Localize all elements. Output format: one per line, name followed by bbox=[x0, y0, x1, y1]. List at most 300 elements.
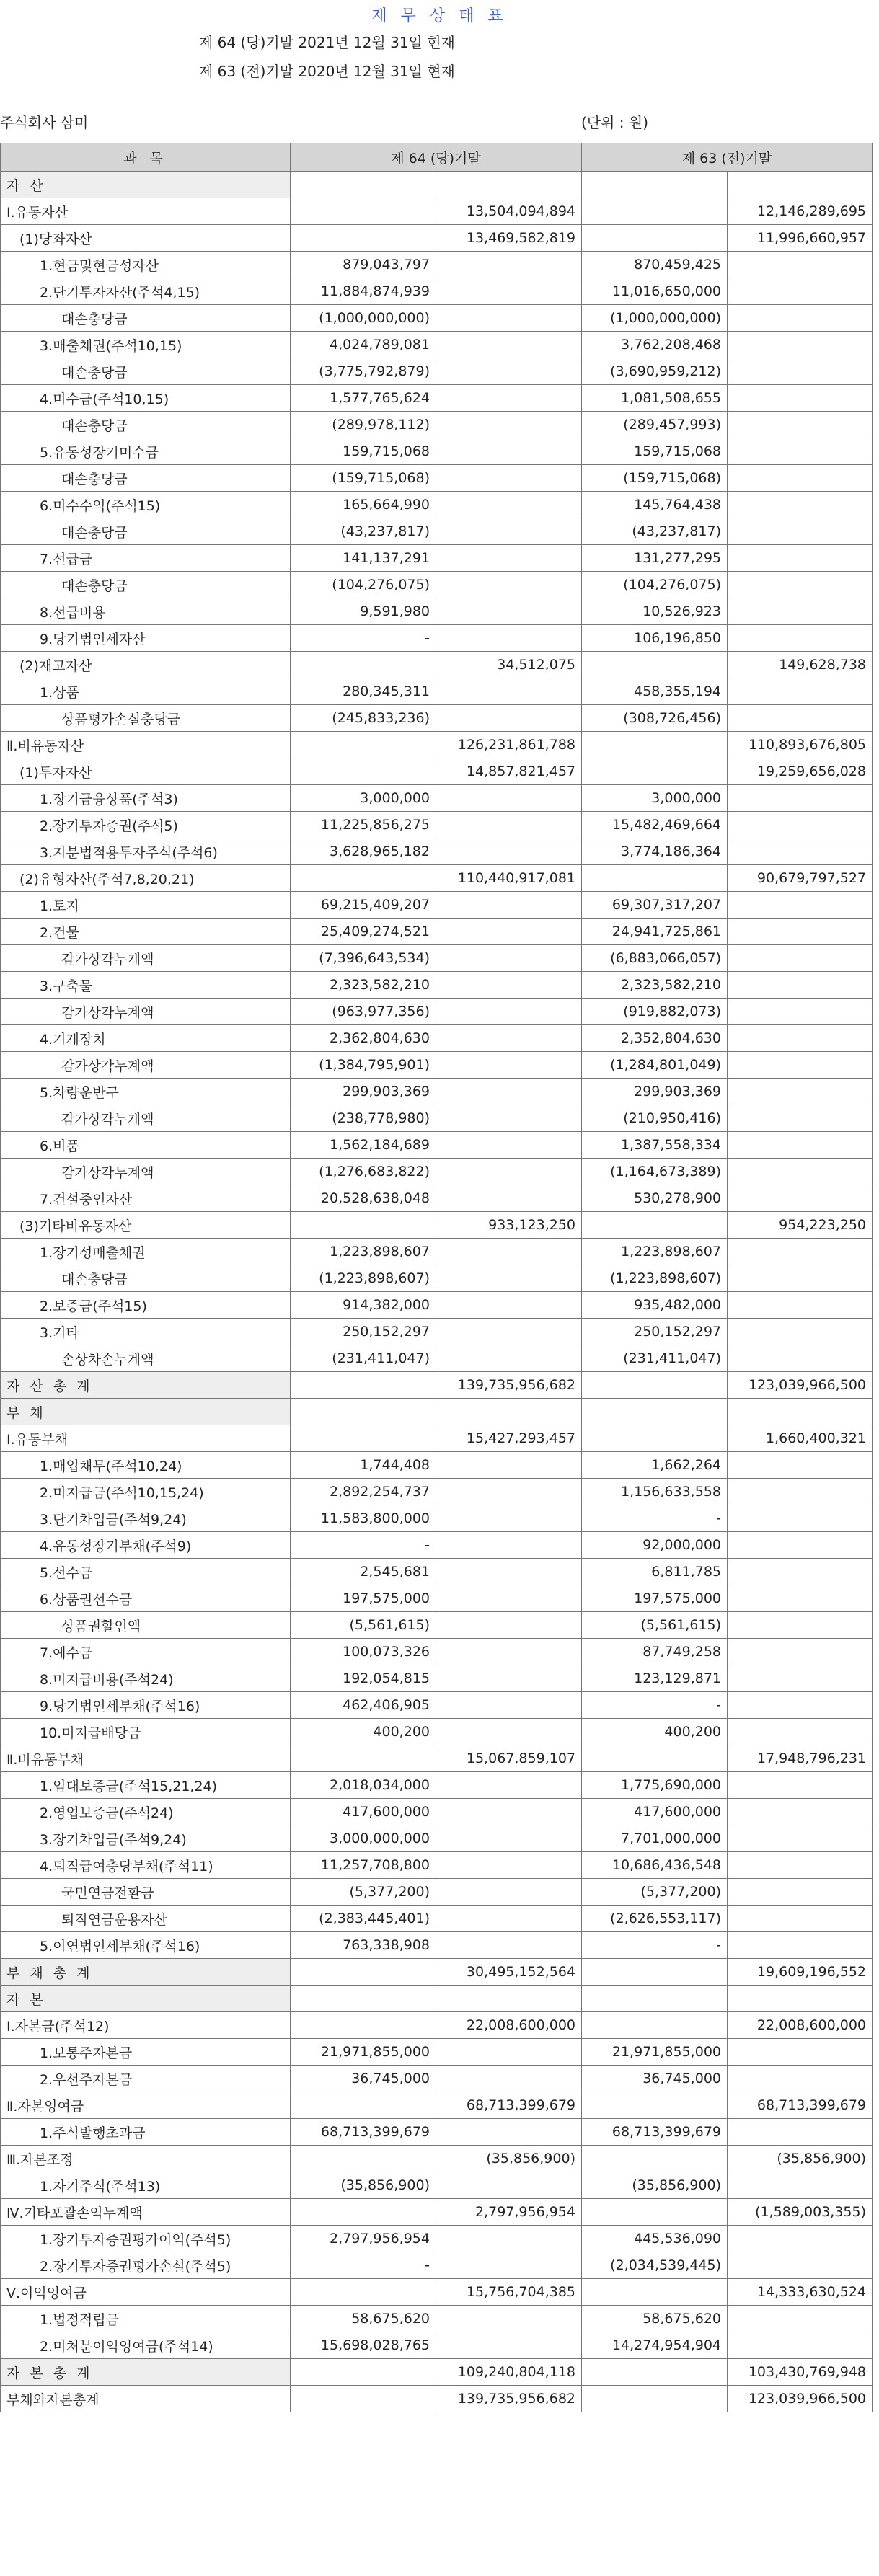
current-detail-cell: 11,225,856,275 bbox=[291, 812, 436, 838]
current-total-cell bbox=[436, 1292, 582, 1319]
account-cell: 1.장기금융상품(주석3) bbox=[1, 785, 291, 812]
prior-detail-cell: 299,903,369 bbox=[582, 1079, 728, 1105]
account-cell: (3)기타비유동자산 bbox=[1, 1212, 291, 1239]
account-cell: 5.이연법인세부채(주석16) bbox=[1, 1932, 291, 1959]
current-detail-cell: 250,152,297 bbox=[291, 1319, 436, 1345]
account-cell: 1.임대보증금(주석15,21,24) bbox=[1, 1772, 291, 1799]
account-cell: 감가상각누계액 bbox=[1, 999, 291, 1025]
account-cell: 6.미수수익(주석15) bbox=[1, 492, 291, 518]
current-total-cell: 15,756,704,385 bbox=[436, 2279, 582, 2306]
current-total-cell bbox=[436, 1025, 582, 1052]
current-detail-cell: - bbox=[291, 2252, 436, 2279]
current-total-cell bbox=[436, 1719, 582, 1745]
current-detail-cell bbox=[291, 225, 436, 252]
current-detail-cell: 1,562,184,689 bbox=[291, 1132, 436, 1159]
current-detail-cell: (3,775,792,879) bbox=[291, 358, 436, 385]
prior-total-cell bbox=[728, 385, 873, 412]
table-row bbox=[1, 2066, 873, 2092]
prior-detail-cell: 3,774,186,364 bbox=[582, 838, 728, 865]
table-row bbox=[1, 598, 873, 625]
prior-total-cell bbox=[728, 1265, 873, 1292]
account-cell: 1.장기성매출채권 bbox=[1, 1239, 291, 1265]
current-total-cell bbox=[436, 518, 582, 545]
table-row bbox=[1, 1239, 873, 1265]
current-detail-cell: 3,000,000 bbox=[291, 785, 436, 812]
prior-detail-cell: 131,277,295 bbox=[582, 545, 728, 572]
prior-detail-cell: 145,764,438 bbox=[582, 492, 728, 518]
prior-total-cell: (35,856,900) bbox=[728, 2146, 873, 2172]
table-row bbox=[1, 412, 873, 438]
prior-total-cell: 110,893,676,805 bbox=[728, 732, 873, 758]
current-total-cell bbox=[436, 2039, 582, 2066]
current-total-cell bbox=[436, 945, 582, 972]
current-detail-cell: 2,892,254,737 bbox=[291, 1479, 436, 1505]
account-cell: 2.장기투자증권(주석5) bbox=[1, 812, 291, 838]
current-total-cell bbox=[436, 252, 582, 278]
account-cell: 2.보증금(주석15) bbox=[1, 1292, 291, 1319]
account-cell: 6.비품 bbox=[1, 1132, 291, 1159]
prior-total-cell bbox=[728, 1505, 873, 1532]
header-account: 과 목 bbox=[1, 143, 291, 172]
current-total-cell bbox=[436, 1185, 582, 1212]
account-cell: 상품평가손실충당금 bbox=[1, 705, 291, 732]
current-total-cell bbox=[436, 1932, 582, 1959]
prior-total-cell bbox=[728, 1479, 873, 1505]
prior-total-cell bbox=[728, 2226, 873, 2252]
account-cell: 5.선수금 bbox=[1, 1559, 291, 1585]
prior-detail-cell: (159,715,068) bbox=[582, 465, 728, 492]
prior-total-cell bbox=[728, 518, 873, 545]
prior-total-cell bbox=[728, 1719, 873, 1745]
current-detail-cell: 192,054,815 bbox=[291, 1665, 436, 1692]
table-row bbox=[1, 812, 873, 838]
current-detail-cell bbox=[291, 758, 436, 785]
table-row bbox=[1, 2306, 873, 2332]
current-total-cell bbox=[436, 358, 582, 385]
current-total-cell: 2,797,956,954 bbox=[436, 2199, 582, 2226]
account-cell: 자 산 bbox=[1, 172, 291, 198]
current-detail-cell: (5,377,200) bbox=[291, 1879, 436, 1906]
current-detail-cell: (159,715,068) bbox=[291, 465, 436, 492]
prior-total-cell bbox=[728, 1825, 873, 1852]
table-row bbox=[1, 2386, 873, 2412]
prior-detail-cell: 68,713,399,679 bbox=[582, 2119, 728, 2146]
account-cell: 자 본 bbox=[1, 1986, 291, 2012]
current-detail-cell: 763,338,908 bbox=[291, 1932, 436, 1959]
table-row bbox=[1, 785, 873, 812]
account-cell: 7.예수금 bbox=[1, 1639, 291, 1665]
current-total-cell: 933,123,250 bbox=[436, 1212, 582, 1239]
prior-total-cell bbox=[728, 812, 873, 838]
current-detail-cell: 280,345,311 bbox=[291, 678, 436, 705]
prior-total-cell bbox=[728, 2119, 873, 2146]
prior-detail-cell: 15,482,469,664 bbox=[582, 812, 728, 838]
account-cell: 손상차손누계액 bbox=[1, 1345, 291, 1372]
prior-detail-cell bbox=[582, 1372, 728, 1399]
prior-detail-cell: (2,034,539,445) bbox=[582, 2252, 728, 2279]
table-row bbox=[1, 1825, 873, 1852]
prior-detail-cell bbox=[582, 225, 728, 252]
account-cell: 1.법정적립금 bbox=[1, 2306, 291, 2332]
table-header-row bbox=[1, 143, 873, 172]
current-detail-cell: (1,276,683,822) bbox=[291, 1159, 436, 1185]
prior-total-cell bbox=[728, 412, 873, 438]
prior-total-cell: 90,679,797,527 bbox=[728, 865, 873, 892]
prior-total-cell bbox=[728, 252, 873, 278]
table-row bbox=[1, 1212, 873, 1239]
current-total-cell bbox=[436, 1319, 582, 1345]
current-detail-cell: 68,713,399,679 bbox=[291, 2119, 436, 2146]
prior-total-cell bbox=[728, 1559, 873, 1585]
current-detail-cell: 4,024,789,081 bbox=[291, 332, 436, 358]
current-period-line: 제 64 (당)기말 2021년 12월 31일 현재 bbox=[199, 34, 455, 51]
prior-total-cell: 123,039,966,500 bbox=[728, 2386, 873, 2412]
prior-total-cell bbox=[728, 1986, 873, 2012]
prior-total-cell bbox=[728, 625, 873, 652]
current-total-cell bbox=[436, 1505, 582, 1532]
prior-detail-cell: 10,686,436,548 bbox=[582, 1852, 728, 1879]
prior-total-cell bbox=[728, 305, 873, 332]
table-row bbox=[1, 838, 873, 865]
prior-detail-cell: 58,675,620 bbox=[582, 2306, 728, 2332]
current-detail-cell: - bbox=[291, 1532, 436, 1559]
current-total-cell: 34,512,075 bbox=[436, 652, 582, 678]
current-total-cell bbox=[436, 385, 582, 412]
prior-detail-cell: 935,482,000 bbox=[582, 1292, 728, 1319]
prior-detail-cell: - bbox=[582, 1692, 728, 1719]
table-row bbox=[1, 1505, 873, 1532]
table-row bbox=[1, 1079, 873, 1105]
prior-detail-cell: 458,355,194 bbox=[582, 678, 728, 705]
prior-detail-cell bbox=[582, 732, 728, 758]
current-total-cell bbox=[436, 1479, 582, 1505]
table-row bbox=[1, 1052, 873, 1079]
table-row bbox=[1, 358, 873, 385]
account-cell: 2.영업보증금(주석24) bbox=[1, 1799, 291, 1825]
current-total-cell: 110,440,917,081 bbox=[436, 865, 582, 892]
prior-period-line: 제 63 (전)기말 2020년 12월 31일 현재 bbox=[199, 63, 455, 80]
current-total-cell bbox=[436, 1692, 582, 1719]
table-row bbox=[1, 332, 873, 358]
current-detail-cell: 417,600,000 bbox=[291, 1799, 436, 1825]
prior-total-cell bbox=[728, 1319, 873, 1345]
prior-detail-cell: 1,662,264 bbox=[582, 1452, 728, 1479]
prior-detail-cell bbox=[582, 865, 728, 892]
current-detail-cell: (5,561,615) bbox=[291, 1612, 436, 1639]
prior-total-cell bbox=[728, 1799, 873, 1825]
account-cell: Ⅰ.유동부채 bbox=[1, 1425, 291, 1452]
current-detail-cell: (43,237,817) bbox=[291, 518, 436, 545]
table-row bbox=[1, 225, 873, 252]
account-cell: 3.지분법적용투자주식(주석6) bbox=[1, 838, 291, 865]
prior-detail-cell: 87,749,258 bbox=[582, 1639, 728, 1665]
account-cell: 2.우선주자본금 bbox=[1, 2066, 291, 2092]
current-detail-cell: 914,382,000 bbox=[291, 1292, 436, 1319]
current-total-cell bbox=[436, 785, 582, 812]
unit-label: (단위 : 원) bbox=[581, 114, 649, 131]
table-row bbox=[1, 1425, 873, 1452]
prior-total-cell: 1,660,400,321 bbox=[728, 1425, 873, 1452]
prior-detail-cell: 123,129,871 bbox=[582, 1665, 728, 1692]
current-detail-cell: (35,856,900) bbox=[291, 2172, 436, 2199]
prior-detail-cell: (5,561,615) bbox=[582, 1612, 728, 1639]
current-total-cell bbox=[436, 1052, 582, 1079]
account-cell: 4.퇴직급여충당부채(주석11) bbox=[1, 1852, 291, 1879]
prior-detail-cell: - bbox=[582, 1932, 728, 1959]
current-total-cell: (35,856,900) bbox=[436, 2146, 582, 2172]
account-cell: 1.주식발행초과금 bbox=[1, 2119, 291, 2146]
current-detail-cell: (963,977,356) bbox=[291, 999, 436, 1025]
current-total-cell bbox=[436, 2172, 582, 2199]
current-total-cell bbox=[436, 1559, 582, 1585]
current-total-cell: 139,735,956,682 bbox=[436, 1372, 582, 1399]
account-cell: Ⅱ.비유동부채 bbox=[1, 1745, 291, 1772]
prior-detail-cell: (43,237,817) bbox=[582, 518, 728, 545]
table-row bbox=[1, 1559, 873, 1585]
account-cell: 대손충당금 bbox=[1, 1265, 291, 1292]
prior-detail-cell bbox=[582, 1745, 728, 1772]
table-row bbox=[1, 1452, 873, 1479]
current-total-cell: 14,857,821,457 bbox=[436, 758, 582, 785]
current-total-cell bbox=[436, 678, 582, 705]
prior-total-cell bbox=[728, 1852, 873, 1879]
current-detail-cell bbox=[291, 1745, 436, 1772]
current-detail-cell bbox=[291, 732, 436, 758]
table-row bbox=[1, 2012, 873, 2039]
current-total-cell bbox=[436, 1159, 582, 1185]
prior-total-cell: 17,948,796,231 bbox=[728, 1745, 873, 1772]
current-detail-cell: 20,528,638,048 bbox=[291, 1185, 436, 1212]
prior-detail-cell bbox=[582, 2386, 728, 2412]
table-row bbox=[1, 1159, 873, 1185]
prior-detail-cell: 417,600,000 bbox=[582, 1799, 728, 1825]
account-cell: 1.자기주식(주석13) bbox=[1, 2172, 291, 2199]
account-cell: 4.미수금(주석10,15) bbox=[1, 385, 291, 412]
table-row bbox=[1, 572, 873, 598]
prior-total-cell bbox=[728, 598, 873, 625]
account-cell: 부채와자본총계 bbox=[1, 2386, 291, 2412]
current-total-cell: 22,008,600,000 bbox=[436, 2012, 582, 2039]
account-cell: (2)재고자산 bbox=[1, 652, 291, 678]
table-row bbox=[1, 2092, 873, 2119]
prior-detail-cell: (104,276,075) bbox=[582, 572, 728, 598]
table-row bbox=[1, 1399, 873, 1425]
prior-total-cell bbox=[728, 2039, 873, 2066]
table-row bbox=[1, 545, 873, 572]
current-total-cell bbox=[436, 172, 582, 198]
current-total-cell bbox=[436, 332, 582, 358]
current-detail-cell: (7,396,643,534) bbox=[291, 945, 436, 972]
prior-total-cell bbox=[728, 1159, 873, 1185]
current-detail-cell: (1,223,898,607) bbox=[291, 1265, 436, 1292]
prior-detail-cell: 1,223,898,607 bbox=[582, 1239, 728, 1265]
prior-detail-cell: 7,701,000,000 bbox=[582, 1825, 728, 1852]
prior-total-cell bbox=[728, 1692, 873, 1719]
account-cell: 자 산 총 계 bbox=[1, 1372, 291, 1399]
prior-detail-cell bbox=[582, 652, 728, 678]
current-total-cell bbox=[436, 2306, 582, 2332]
table-row bbox=[1, 732, 873, 758]
table-row bbox=[1, 278, 873, 305]
prior-total-cell bbox=[728, 2172, 873, 2199]
current-detail-cell: 69,215,409,207 bbox=[291, 892, 436, 919]
table-row bbox=[1, 1372, 873, 1399]
current-total-cell bbox=[436, 545, 582, 572]
account-cell: 1.보통주자본금 bbox=[1, 2039, 291, 2066]
prior-detail-cell: (2,626,553,117) bbox=[582, 1906, 728, 1932]
account-cell: 대손충당금 bbox=[1, 412, 291, 438]
current-detail-cell: (231,411,047) bbox=[291, 1345, 436, 1372]
current-detail-cell: 1,744,408 bbox=[291, 1452, 436, 1479]
current-total-cell bbox=[436, 1532, 582, 1559]
table-row bbox=[1, 1932, 873, 1959]
prior-detail-cell: (1,284,801,049) bbox=[582, 1052, 728, 1079]
current-total-cell bbox=[436, 1879, 582, 1906]
prior-detail-cell bbox=[582, 2012, 728, 2039]
account-cell: (1)당좌자산 bbox=[1, 225, 291, 252]
table-row bbox=[1, 919, 873, 945]
account-cell: 4.유동성장기부채(주석9) bbox=[1, 1532, 291, 1559]
current-total-cell bbox=[436, 625, 582, 652]
account-cell: 감가상각누계액 bbox=[1, 1105, 291, 1132]
current-total-cell bbox=[436, 1772, 582, 1799]
current-detail-cell bbox=[291, 1399, 436, 1425]
account-cell: 2.단기투자자산(주석4,15) bbox=[1, 278, 291, 305]
current-total-cell bbox=[436, 919, 582, 945]
current-detail-cell bbox=[291, 2146, 436, 2172]
current-total-cell bbox=[436, 2119, 582, 2146]
prior-detail-cell: 6,811,785 bbox=[582, 1559, 728, 1585]
prior-detail-cell: 11,016,650,000 bbox=[582, 278, 728, 305]
table-row bbox=[1, 1105, 873, 1132]
account-cell: 감가상각누계액 bbox=[1, 1052, 291, 1079]
balance-sheet-table bbox=[0, 143, 873, 2412]
account-cell: 부 채 총 계 bbox=[1, 1959, 291, 1986]
table-row bbox=[1, 465, 873, 492]
account-cell: Ⅱ.비유동자산 bbox=[1, 732, 291, 758]
prior-detail-cell bbox=[582, 2146, 728, 2172]
current-total-cell bbox=[436, 1079, 582, 1105]
current-total-cell bbox=[436, 2252, 582, 2279]
current-total-cell bbox=[436, 838, 582, 865]
current-detail-cell: 2,323,582,210 bbox=[291, 972, 436, 999]
account-cell: 2.미처분이익잉여금(주석14) bbox=[1, 2332, 291, 2359]
prior-detail-cell: (5,377,200) bbox=[582, 1879, 728, 1906]
table-row bbox=[1, 1265, 873, 1292]
table-row bbox=[1, 1852, 873, 1879]
current-total-cell: 68,713,399,679 bbox=[436, 2092, 582, 2119]
prior-detail-cell bbox=[582, 2092, 728, 2119]
current-total-cell bbox=[436, 1265, 582, 1292]
account-cell: (2)유형자산(주석7,8,20,21) bbox=[1, 865, 291, 892]
prior-detail-cell bbox=[582, 1212, 728, 1239]
table-row bbox=[1, 1959, 873, 1986]
current-total-cell bbox=[436, 1639, 582, 1665]
table-row bbox=[1, 252, 873, 278]
current-detail-cell: 197,575,000 bbox=[291, 1585, 436, 1612]
account-cell: 1.매입채무(주석10,24) bbox=[1, 1452, 291, 1479]
table-row bbox=[1, 1185, 873, 1212]
current-total-cell bbox=[436, 1799, 582, 1825]
current-detail-cell bbox=[291, 1959, 436, 1986]
current-total-cell bbox=[436, 999, 582, 1025]
table-row bbox=[1, 999, 873, 1025]
account-cell: 상품권할인액 bbox=[1, 1612, 291, 1639]
table-row bbox=[1, 385, 873, 412]
header-current-period: 제 64 (당)기말 bbox=[291, 143, 582, 172]
prior-detail-cell: 1,081,508,655 bbox=[582, 385, 728, 412]
prior-detail-cell bbox=[582, 1425, 728, 1452]
account-cell: 9.당기법인세부채(주석16) bbox=[1, 1692, 291, 1719]
current-detail-cell: 36,745,000 bbox=[291, 2066, 436, 2092]
table-row bbox=[1, 492, 873, 518]
account-cell: 3.구축물 bbox=[1, 972, 291, 999]
current-detail-cell: (245,833,236) bbox=[291, 705, 436, 732]
table-row bbox=[1, 652, 873, 678]
prior-total-cell bbox=[728, 438, 873, 465]
prior-detail-cell: 3,762,208,468 bbox=[582, 332, 728, 358]
prior-detail-cell: 2,352,804,630 bbox=[582, 1025, 728, 1052]
prior-total-cell bbox=[728, 705, 873, 732]
table-row bbox=[1, 198, 873, 225]
table-row bbox=[1, 2119, 873, 2146]
current-detail-cell bbox=[291, 865, 436, 892]
table-row bbox=[1, 2332, 873, 2359]
account-cell: 자 본 총 계 bbox=[1, 2359, 291, 2386]
current-total-cell: 126,231,861,788 bbox=[436, 732, 582, 758]
table-row bbox=[1, 1906, 873, 1932]
prior-detail-cell: 1,156,633,558 bbox=[582, 1479, 728, 1505]
table-row bbox=[1, 865, 873, 892]
current-total-cell bbox=[436, 1665, 582, 1692]
current-detail-cell: 879,043,797 bbox=[291, 252, 436, 278]
table-row bbox=[1, 1292, 873, 1319]
table-row bbox=[1, 758, 873, 785]
prior-detail-cell bbox=[582, 758, 728, 785]
account-cell: 10.미지급배당금 bbox=[1, 1719, 291, 1745]
table-row bbox=[1, 892, 873, 919]
prior-detail-cell bbox=[582, 198, 728, 225]
current-detail-cell: 25,409,274,521 bbox=[291, 919, 436, 945]
prior-detail-cell: 400,200 bbox=[582, 1719, 728, 1745]
table-row bbox=[1, 1986, 873, 2012]
current-total-cell bbox=[436, 598, 582, 625]
current-total-cell bbox=[436, 1825, 582, 1852]
current-detail-cell: (2,383,445,401) bbox=[291, 1906, 436, 1932]
prior-total-cell bbox=[728, 2306, 873, 2332]
prior-detail-cell bbox=[582, 1959, 728, 1986]
current-total-cell: 15,067,859,107 bbox=[436, 1745, 582, 1772]
prior-total-cell bbox=[728, 1025, 873, 1052]
prior-total-cell bbox=[728, 2066, 873, 2092]
account-cell: 국민연금전환금 bbox=[1, 1879, 291, 1906]
prior-total-cell bbox=[728, 465, 873, 492]
prior-total-cell bbox=[728, 1532, 873, 1559]
current-total-cell: 15,427,293,457 bbox=[436, 1425, 582, 1452]
current-total-cell bbox=[436, 812, 582, 838]
header-prior-period: 제 63 (전)기말 bbox=[582, 143, 873, 172]
prior-detail-cell: 1,775,690,000 bbox=[582, 1772, 728, 1799]
current-detail-cell bbox=[291, 2199, 436, 2226]
table-row bbox=[1, 1799, 873, 1825]
prior-total-cell: 103,430,769,948 bbox=[728, 2359, 873, 2386]
current-total-cell bbox=[436, 2066, 582, 2092]
current-detail-cell: 21,971,855,000 bbox=[291, 2039, 436, 2066]
current-total-cell bbox=[436, 305, 582, 332]
prior-total-cell bbox=[728, 1399, 873, 1425]
current-detail-cell: 2,545,681 bbox=[291, 1559, 436, 1585]
prior-detail-cell: 3,000,000 bbox=[582, 785, 728, 812]
